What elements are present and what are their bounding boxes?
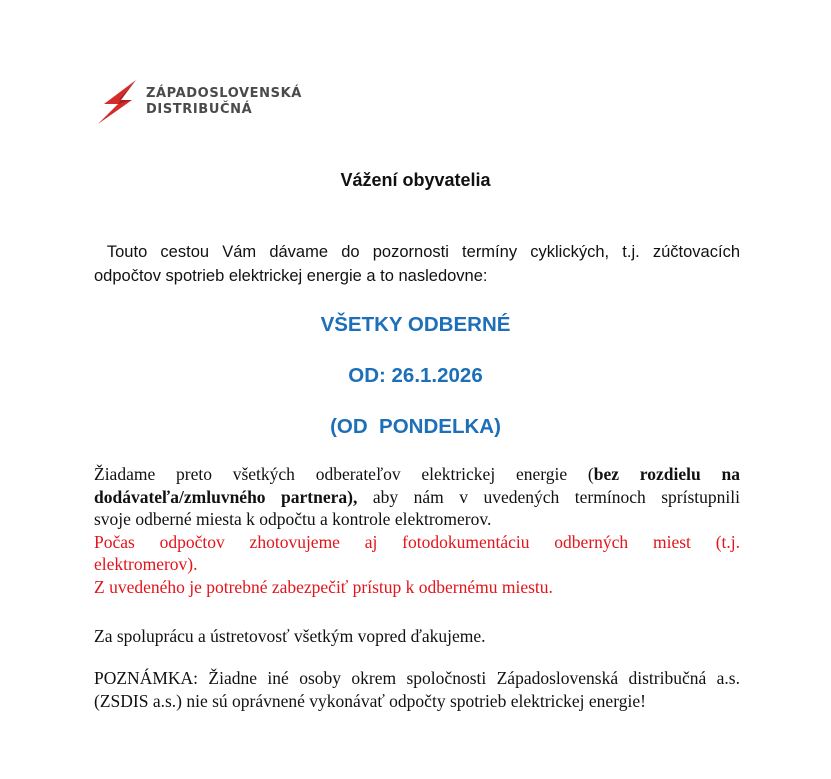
lightning-bolt-icon (96, 78, 140, 126)
request-bold-1: bez rozdielu na (593, 464, 740, 484)
intro-paragraph (94, 240, 740, 288)
request-text-1: Žiadame preto všetkých odberateľov elektrickej energie ( (94, 464, 594, 484)
request-paragraph (94, 463, 740, 598)
highlight-weekday: (OD PONDELKA) (330, 415, 501, 438)
highlight-date: OD: 26.1.2026 (348, 364, 483, 387)
intro-line-2: odpočtov spotrieb elektrickej energie a to nasledovne: (94, 267, 488, 285)
warning-line-2: elektromerov). (94, 554, 198, 574)
greeting-heading: Vážení obyvatelia (340, 170, 491, 190)
request-line-3: svoje odberné miesta k odpočtu a kontrole elektromerov. (94, 509, 492, 529)
logo-line-1: ZÁPADOSLOVENSKÁ (146, 86, 302, 101)
thanks-paragraph: Za spoluprácu a ústretovosť všetkým vopred ďakujeme. (94, 626, 486, 646)
request-line-1 (94, 463, 740, 486)
note-line-2: (ZSDIS a.s.) nie sú oprávnené vykonávať odpočty spotrieb elektrickej energie! (94, 690, 646, 711)
intro-line-1: Touto cestou Vám dávame do pozornosti termíny cyklických, t.j. zúčtovacích (94, 243, 740, 261)
note-line-1: POZNÁMKA: Žiadne iné osoby okrem spoločnosti Západoslovenská distribučná a.s. (94, 668, 740, 688)
logo-text (146, 86, 302, 118)
logo-line-2: DISTRIBUČNÁ (146, 102, 253, 117)
request-text-2: aby nám v uvedených termínoch sprístupnili (357, 486, 740, 507)
company-logo (96, 78, 302, 126)
highlight-line-1: VŠETKY ODBERNÉ (320, 313, 511, 336)
warning-line-1: Počas odpočtov zhotovujeme aj fotodokumentáciu odberných miest (t.j. (94, 531, 740, 552)
request-bold-2: dodávateľa/zmluvného partnera), (94, 486, 358, 507)
warning-line-3: Z uvedeného je potrebné zabezpečiť prístup k odbernému miestu. (94, 576, 553, 597)
note-paragraph (94, 667, 740, 712)
request-line-2 (94, 486, 740, 509)
